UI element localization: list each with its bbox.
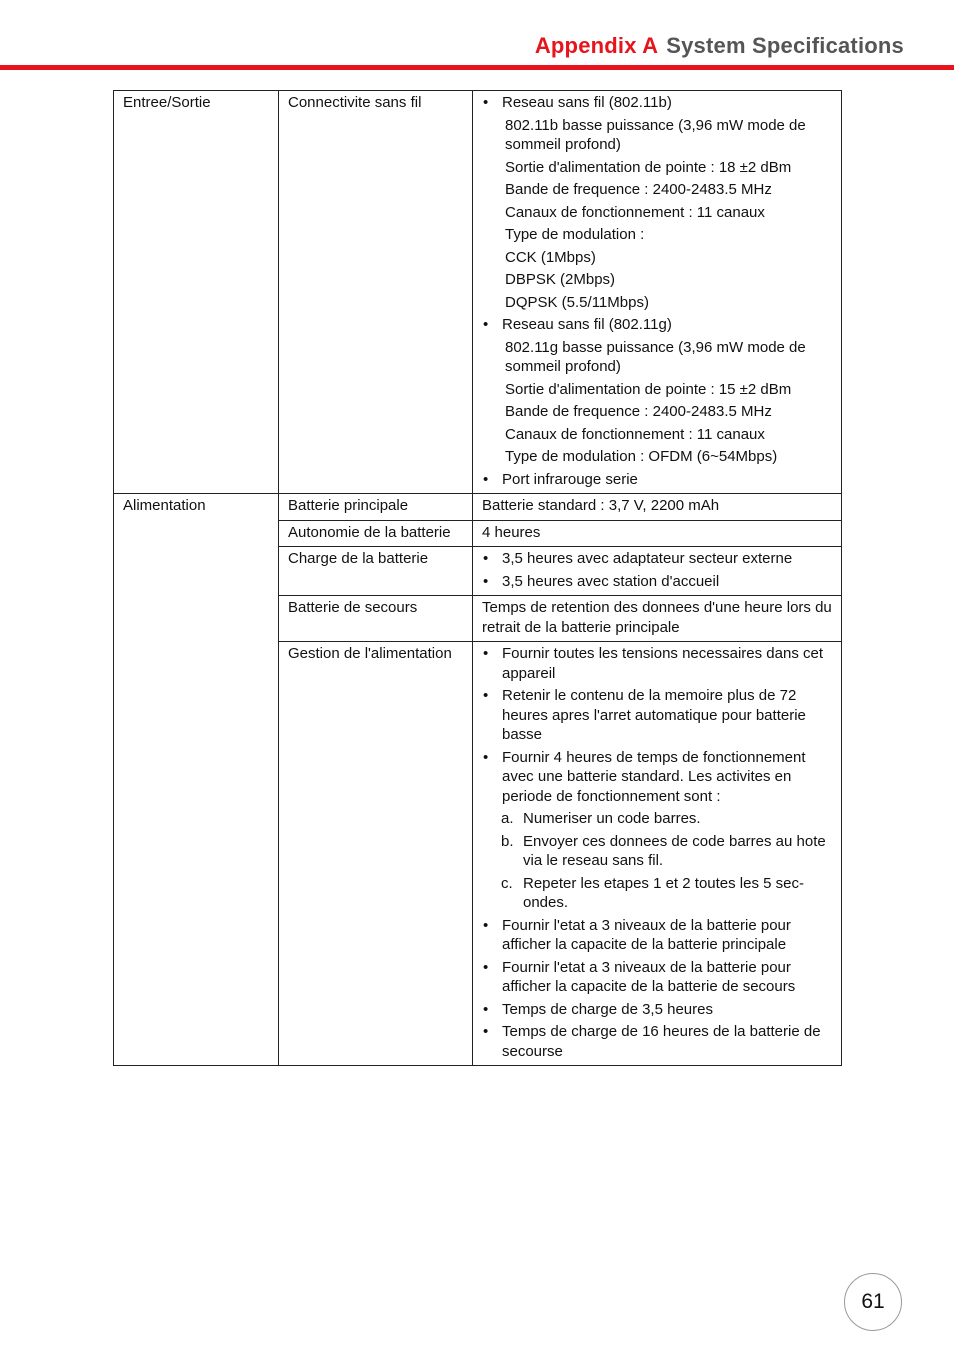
spec-line: Bande de frequence : 2400-2483.5 MHz xyxy=(505,403,772,420)
list-item: • Fournir toutes les tensions necessaires dans cet appareil xyxy=(482,644,835,683)
power-management-list-continued xyxy=(482,916,835,1062)
step-marker: b. xyxy=(501,832,514,850)
item-cell: Batterie de secours xyxy=(279,596,473,642)
spec-line: Sortie d'alimentation de pointe : 18 ±2 dBm xyxy=(505,158,792,176)
spec-line: Type de modulation : xyxy=(505,226,645,243)
list-item: • Temps de charge de 16 heures de la batterie de secourse xyxy=(482,1022,835,1061)
detail-cell xyxy=(473,642,842,1066)
list-item: • Fournir l'etat a 3 niveaux de la batterie pour afficher la capacite de la batterie de secours xyxy=(482,958,835,997)
bullet-heading: • Reseau sans fil (802.11g) xyxy=(502,316,672,333)
spec-line: DBPSK (2Mbps) xyxy=(505,271,616,288)
item-cell: Gestion de l'alimentation xyxy=(279,642,473,1066)
detail-cell: Batterie standard : 3,7 V, 2200 mAh xyxy=(473,494,842,521)
spec-line: 802.11b basse puissance (3,96 mW mode de sommeil profond) xyxy=(505,116,806,153)
detail-cell xyxy=(473,547,842,596)
spec-line: Canaux de fonctionnement : 11 canaux xyxy=(505,425,765,443)
spec-line: DQPSK (5.5/11Mbps) xyxy=(505,293,649,311)
list-item: • 3,5 heures avec adaptateur secteur externe xyxy=(482,549,835,569)
spec-line: 802.11g basse puissance (3,96 mW mode de sommeil profond) xyxy=(505,338,806,375)
section-title: System Specifications xyxy=(666,33,904,58)
step-text: Repeter les etapes 1 et 2 toutes les 5 sec-ondes. xyxy=(523,874,804,911)
power-management-list xyxy=(482,644,835,806)
spec-line: Canaux de fonctionnement : 11 canaux xyxy=(505,203,765,221)
header-divider xyxy=(0,65,954,70)
step-text: Numeriser un code barres. xyxy=(523,810,701,827)
wireless-list xyxy=(482,93,835,489)
item-cell: Charge de la batterie xyxy=(279,547,473,596)
spec-line: CCK (1Mbps) xyxy=(505,248,596,266)
step-item xyxy=(482,832,835,871)
charging-list xyxy=(482,549,835,591)
list-item: • 3,5 heures avec station d'accueil xyxy=(482,572,835,592)
page-header-title xyxy=(535,33,904,59)
list-item: • Fournir 4 heures de temps de fonctionnement avec une batterie standard. Les activites en periode de fonctionnement sont : xyxy=(482,748,835,807)
item-cell: Autonomie de la batterie xyxy=(279,520,473,547)
step-marker: c. xyxy=(501,874,513,892)
step-item xyxy=(482,809,835,829)
step-item xyxy=(482,874,835,913)
category-cell: Alimentation xyxy=(114,494,279,1066)
activity-steps xyxy=(482,809,835,913)
detail-cell: Temps de retention des donnees d'une heure lors du retrait de la batterie principale xyxy=(473,596,842,642)
item-cell: Batterie principale xyxy=(279,494,473,521)
bullet-heading: • Reseau sans fil (802.11b) xyxy=(502,94,672,111)
list-item: • Fournir l'etat a 3 niveaux de la batterie pour afficher la capacite de la batterie principale xyxy=(482,916,835,955)
specifications-table xyxy=(113,90,842,1066)
item-cell: Connectivite sans fil xyxy=(279,91,473,494)
list-item: • Temps de charge de 3,5 heures xyxy=(482,1000,835,1020)
spec-line: Bande de frequence : 2400-2483.5 MHz xyxy=(505,181,772,198)
list-item: • Retenir le contenu de la memoire plus de 72 heures apres l'arret automatique pour batterie basse xyxy=(482,686,835,745)
step-text: Envoyer ces donnees de code barres au hote via le reseau sans fil. xyxy=(523,832,826,869)
appendix-label: Appendix A xyxy=(534,33,659,58)
page-number-badge: 61 xyxy=(844,1273,902,1331)
spec-line: Type de modulation : OFDM (6~54Mbps) xyxy=(505,448,778,465)
table-row xyxy=(114,91,842,494)
step-marker: a. xyxy=(501,810,514,827)
list-item xyxy=(482,315,835,467)
detail-cell: 4 heures xyxy=(473,520,842,547)
spec-line: Sortie d'alimentation de pointe : 15 ±2 dBm xyxy=(505,380,792,398)
table-row xyxy=(114,494,842,521)
list-item: • Port infrarouge serie xyxy=(482,470,835,490)
list-item xyxy=(482,93,835,312)
detail-cell xyxy=(473,91,842,494)
category-cell: Entree/Sortie xyxy=(114,91,279,494)
